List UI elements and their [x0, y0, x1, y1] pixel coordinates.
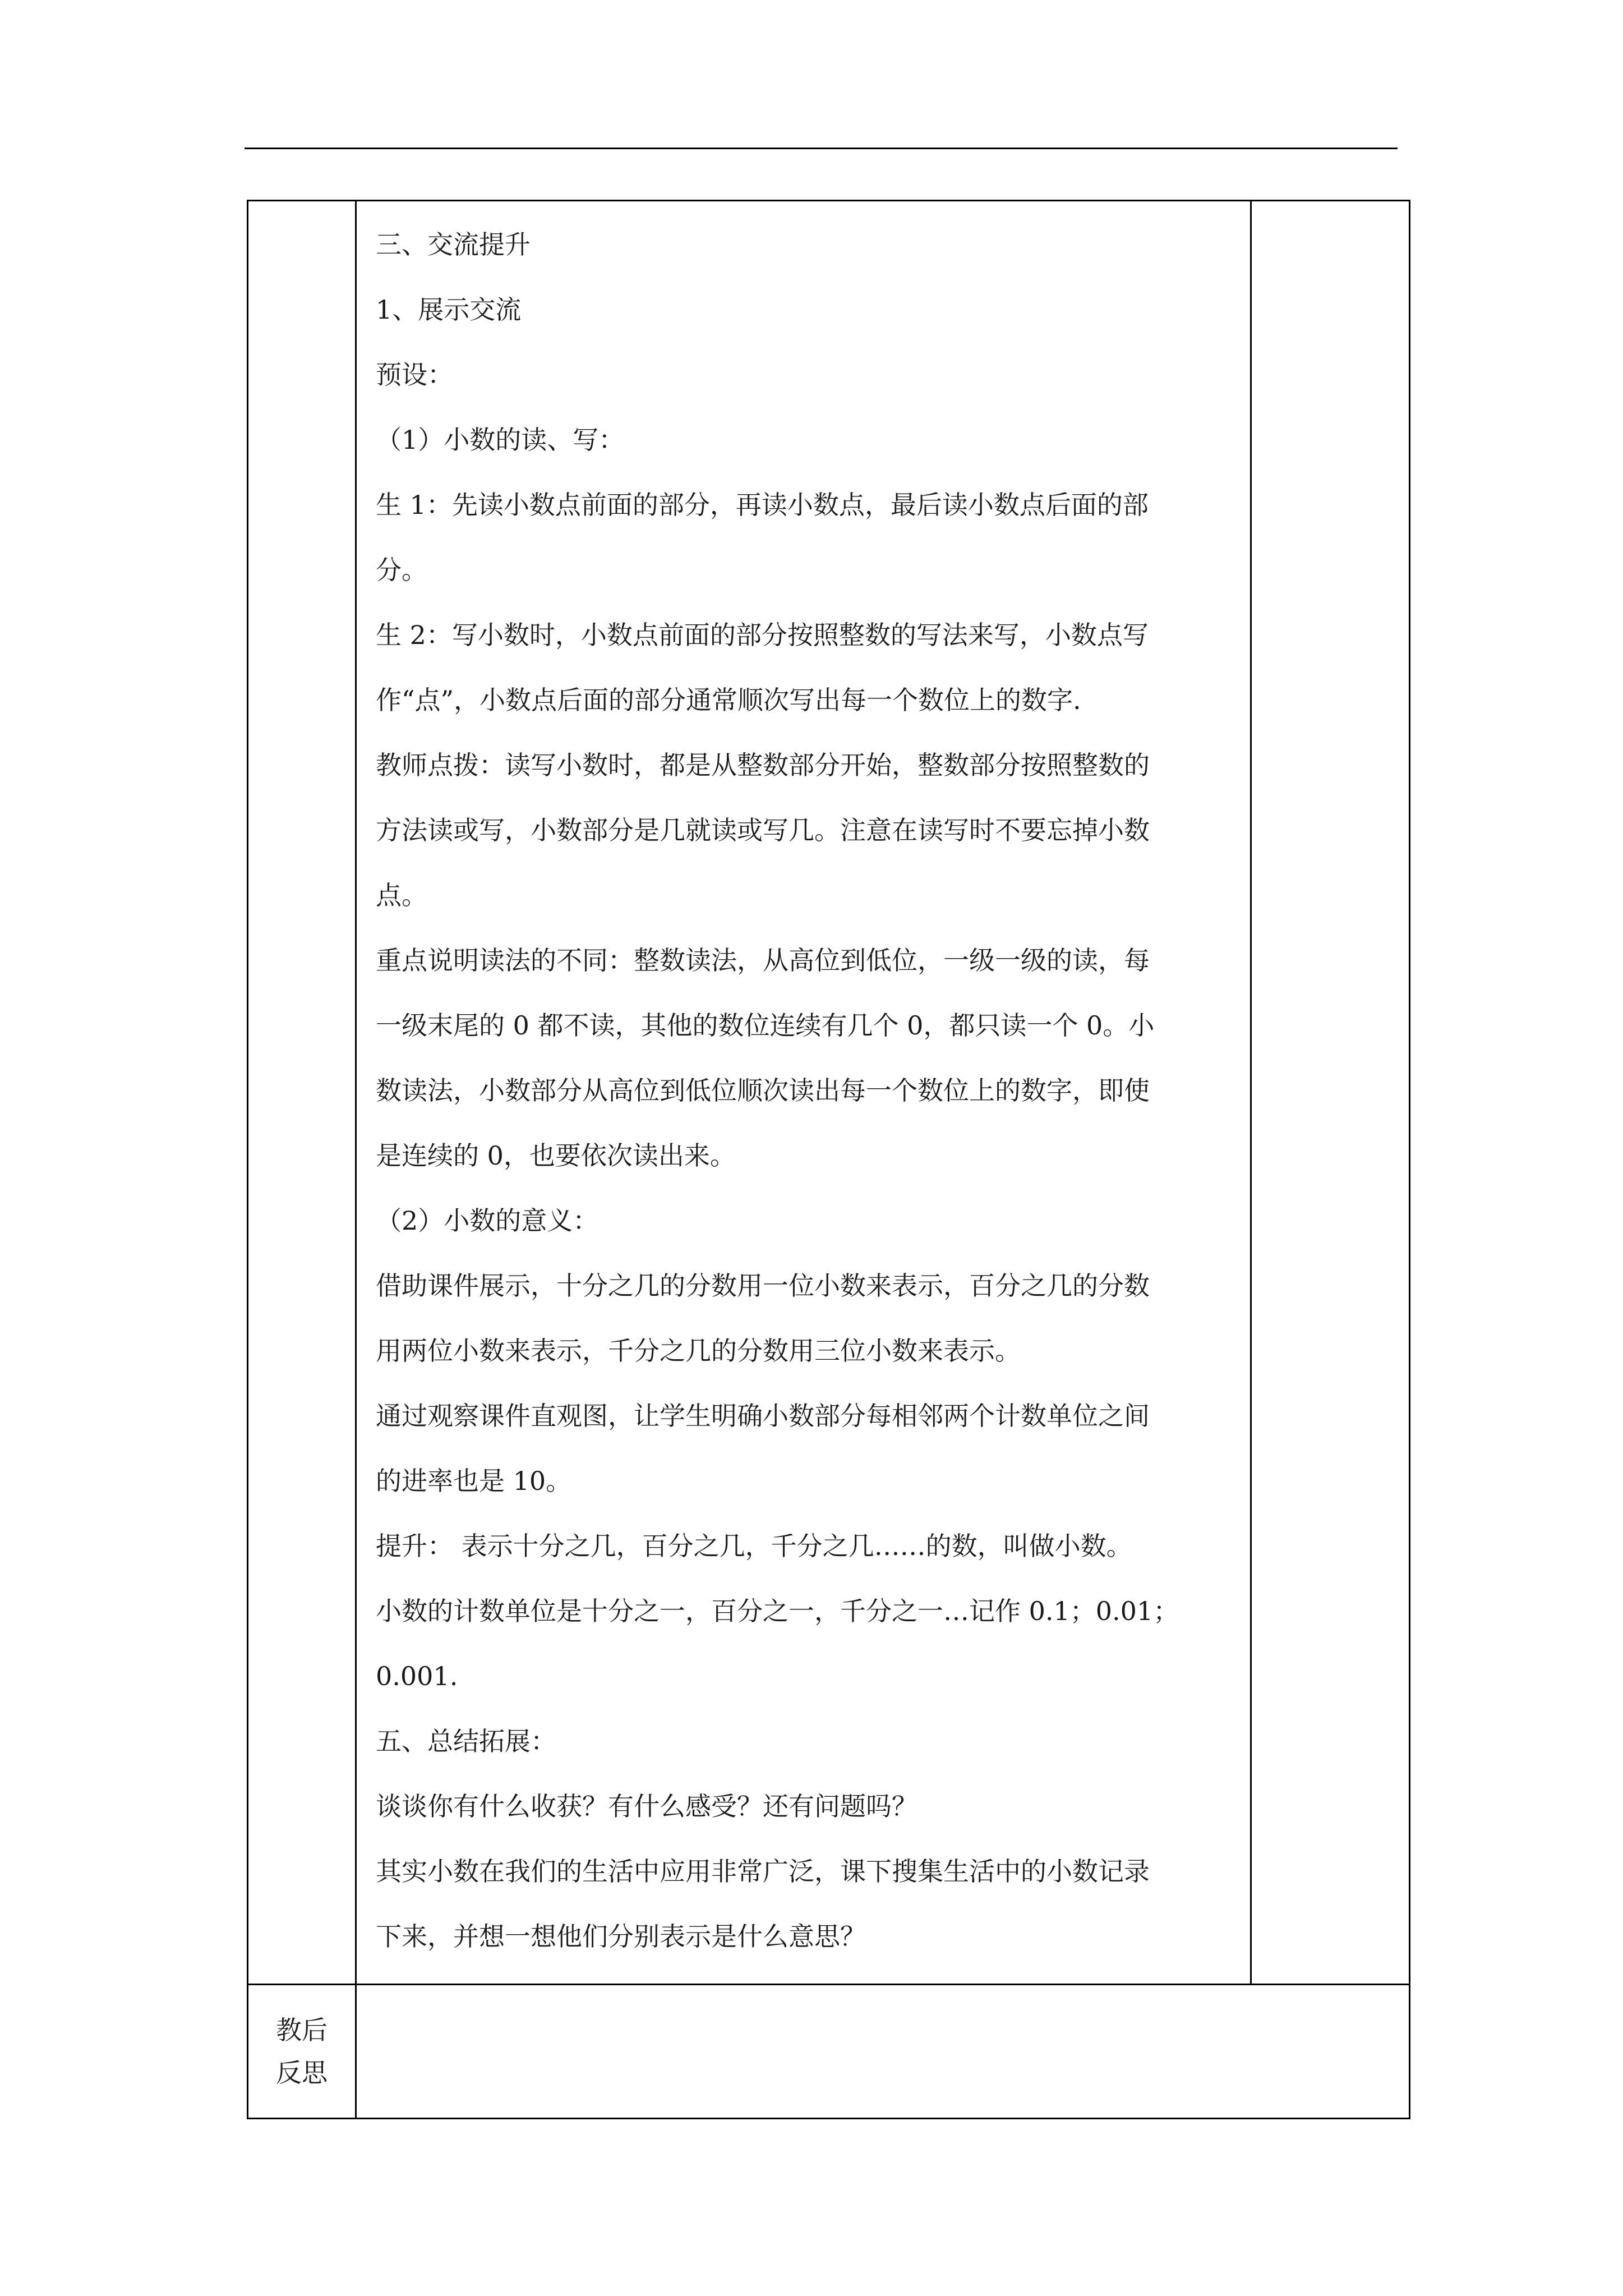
content-line: 作“点”，小数点后面的部分通常顺次写出每一个数位上的数字.	[376, 685, 1081, 715]
content-line: 三、交流提升	[376, 229, 531, 260]
reflection-row	[248, 1985, 1410, 2119]
stage-label-cell	[248, 201, 356, 1985]
content-line: （1）小数的读、写：	[376, 425, 625, 455]
content-line: 的进率也是 10。	[376, 1466, 572, 1496]
content-line: 生 2：写小数时，小数点前面的部分按照整数的写法来写，小数点写	[376, 620, 1149, 650]
content-line: 生 1：先读小数点前面的部分，再读小数点，最后读小数点后面的部	[376, 490, 1149, 520]
content-line: 是连续的 0，也要依次读出来。	[376, 1140, 736, 1171]
content-line: 数读法，小数部分从高位到低位顺次读出每一个数位上的数字，即使	[376, 1075, 1150, 1106]
content-line: 下来，并想一想他们分别表示是什么意思？	[376, 1921, 866, 1952]
content-line: 点。	[376, 880, 427, 910]
content-line: 提升： 表示十分之几，百分之几，千分之几……的数，叫做小数。	[376, 1531, 1132, 1561]
teaching-content	[357, 201, 1250, 1969]
reflection-label-line2: 反思	[276, 2058, 328, 2088]
content-line: 小数的计数单位是十分之一，百分之一，千分之一…记作 0.1；0.01；	[376, 1596, 1179, 1626]
content-line: 谈谈你有什么收获？有什么感受？还有问题吗？	[376, 1791, 917, 1821]
content-line: 其实小数在我们的生活中应用非常广泛，课下搜集生活中的小数记录	[376, 1856, 1150, 1887]
content-line: 教师点拨：读写小数时，都是从整数部分开始，整数部分按照整数的	[376, 750, 1150, 780]
reflection-content-cell	[356, 1985, 1410, 2119]
header-rule	[245, 148, 1398, 149]
notes-cell	[1251, 201, 1410, 1985]
content-line: 五、总结拓展：	[376, 1726, 556, 1756]
content-line: 0.001.	[376, 1661, 458, 1691]
reflection-label-cell	[248, 1985, 356, 2119]
content-line: 1、展示交流	[376, 295, 522, 325]
teaching-content-cell	[356, 201, 1251, 1985]
lesson-plan-table	[247, 200, 1410, 2119]
teaching-process-row	[248, 201, 1410, 1985]
content-line: 一级末尾的 0 都不读，其他的数位连续有几个 0，都只读一个 0。小	[376, 1010, 1155, 1041]
content-line: 分。	[376, 555, 427, 585]
content-line: 重点说明读法的不同：整数读法，从高位到低位，一级一级的读，每	[376, 945, 1150, 976]
content-line: 借助课件展示，十分之几的分数用一位小数来表示，百分之几的分数	[376, 1271, 1150, 1301]
reflection-label-line1: 教后	[276, 2015, 328, 2045]
content-line: 用两位小数来表示，千分之几的分数用三位小数来表示。	[376, 1336, 1021, 1366]
content-line: （2）小数的意义：	[376, 1205, 599, 1236]
content-line: 通过观察课件直观图，让学生明确小数部分每相邻两个计数单位之间	[376, 1401, 1150, 1431]
content-line: 方法读或写，小数部分是几就读或写几。注意在读写时不要忘掉小数	[376, 815, 1150, 845]
content-line: 预设：	[376, 360, 453, 390]
